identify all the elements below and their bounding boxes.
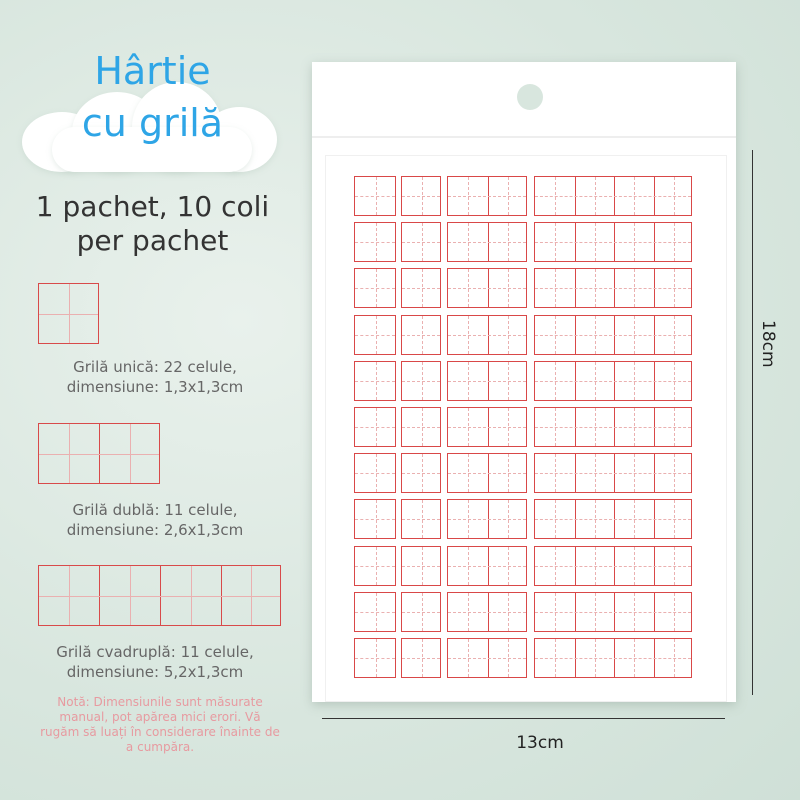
height-dimension-line <box>752 150 753 695</box>
single-grid-sample <box>38 283 99 344</box>
grid-paper-sheet <box>325 155 727 702</box>
single-grid-caption-line1: Grilă unică: 22 celule, <box>73 358 237 376</box>
grid-block <box>534 268 692 308</box>
grid-block <box>354 499 396 539</box>
grid-block <box>354 222 396 262</box>
grid-block <box>354 361 396 401</box>
single-grid-caption-line2: dimensiune: 1,3x1,3cm <box>66 378 244 396</box>
grid-block <box>354 315 396 355</box>
grid-block <box>447 407 527 447</box>
grid-block <box>447 176 527 216</box>
grid-block <box>447 315 527 355</box>
grid-block <box>447 546 527 586</box>
grid-block <box>447 361 527 401</box>
grid-block <box>354 407 396 447</box>
grid-block <box>401 592 441 632</box>
grid-block <box>534 499 692 539</box>
grid-block <box>401 499 441 539</box>
grid-block <box>534 407 692 447</box>
double-grid-caption-line1: Grilă dublă: 11 celule, <box>72 501 238 519</box>
double-grid-caption-line2: dimensiune: 2,6x1,3cm <box>66 521 244 539</box>
measurement-note: Notă: Dimensiunile sunt măsurate manual, pot apărea mici erori. Vă rugăm să luați în considerare înainte de a cumpăra. <box>40 695 280 754</box>
grid-block <box>534 222 692 262</box>
grid-block <box>447 222 527 262</box>
subtitle-line1: 1 pachet, 10 coli <box>35 190 270 223</box>
quad-grid-caption-line1: Grilă cvadruplă: 11 celule, <box>56 643 254 661</box>
title-line1: Hârtie <box>94 49 211 93</box>
grid-block <box>354 268 396 308</box>
grid-block <box>447 268 527 308</box>
grid-block <box>354 638 396 678</box>
grid-block <box>534 361 692 401</box>
grid-block <box>401 222 441 262</box>
grid-block <box>354 453 396 493</box>
subtitle-line2: per pachet <box>76 224 229 257</box>
grid-block <box>447 453 527 493</box>
quad-grid-caption-line2: dimensiune: 5,2x1,3cm <box>66 663 244 681</box>
grid-block <box>401 453 441 493</box>
grid-block <box>534 176 692 216</box>
double-grid-sample <box>38 423 160 484</box>
grid-block <box>354 546 396 586</box>
hang-hole-icon <box>517 84 543 110</box>
grid-block <box>401 638 441 678</box>
bag-header <box>312 62 736 138</box>
grid-block <box>534 638 692 678</box>
grid-block <box>534 453 692 493</box>
grid-block <box>401 268 441 308</box>
quad-grid-sample <box>38 565 281 626</box>
grid-block <box>534 546 692 586</box>
grid-block <box>401 407 441 447</box>
grid-block <box>534 592 692 632</box>
grid-block <box>534 315 692 355</box>
width-label: 13cm <box>516 733 564 753</box>
grid-block <box>401 546 441 586</box>
height-label: 18cm <box>758 320 778 368</box>
width-dimension-line <box>322 718 725 719</box>
grid-block <box>447 638 527 678</box>
grid-block <box>401 361 441 401</box>
title-line2: cu grilă <box>81 101 224 145</box>
grid-block <box>354 176 396 216</box>
grid-block <box>447 592 527 632</box>
grid-block <box>447 499 527 539</box>
grid-block <box>401 176 441 216</box>
grid-block <box>401 315 441 355</box>
grid-block <box>354 592 396 632</box>
